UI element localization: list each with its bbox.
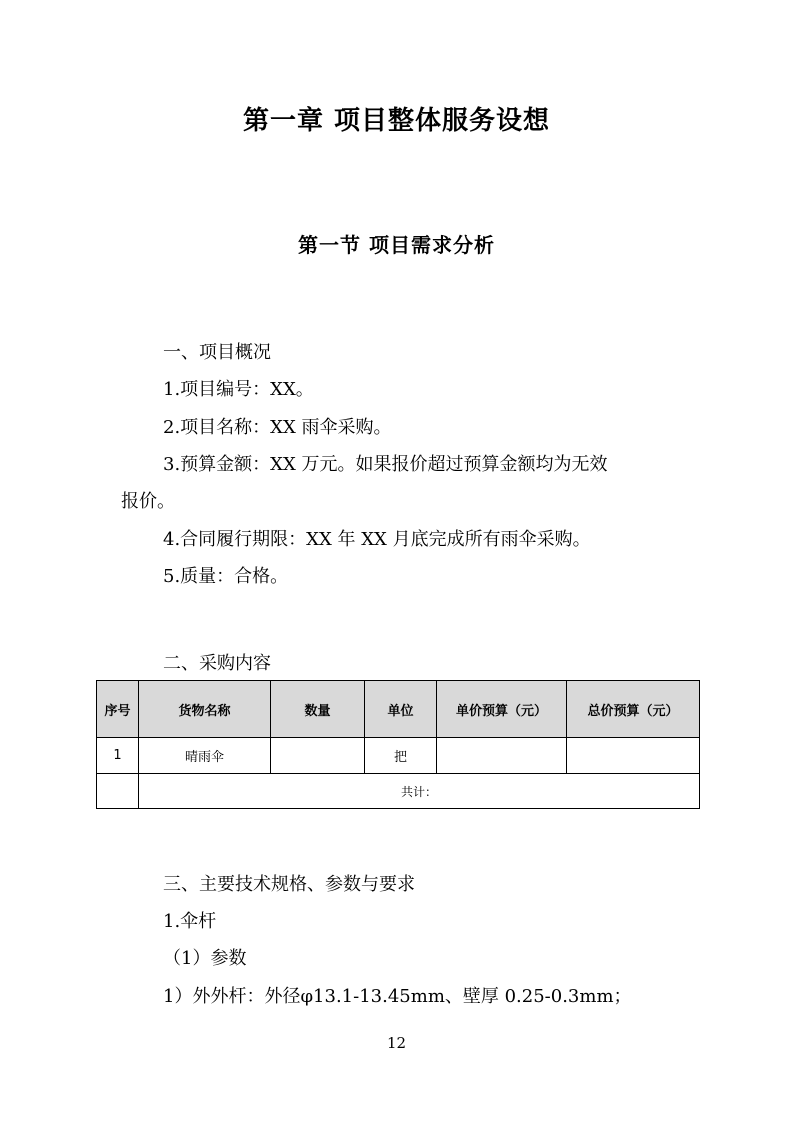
chapter-title: 第一章 项目整体服务设想 (242, 106, 551, 136)
section-title: 第一节 项目需求分析 (298, 233, 495, 257)
table-row (97, 738, 700, 774)
specs-heading: 三、主要技术规格、参数与要求 (163, 874, 415, 895)
overview-item-5: 5.质量：合格。 (163, 566, 289, 587)
procurement-table (96, 680, 700, 809)
header-goods-name: 货物名称 (139, 681, 271, 738)
cell-unit: 把 (365, 738, 437, 774)
cell-unit-budget (437, 738, 567, 774)
overview-heading: 一、项目概况 (163, 342, 271, 363)
total-empty-cell (97, 774, 139, 809)
specs-item-1: 1.伞杆 (163, 911, 217, 932)
overview-item-3-cont: 报价。 (121, 491, 175, 512)
cell-quantity (271, 738, 365, 774)
header-index: 序号 (97, 681, 139, 738)
header-quantity: 数量 (271, 681, 365, 738)
specs-sub-1: （1）参数 (163, 948, 247, 969)
total-label: 共计： (139, 774, 700, 809)
overview-item-1: 1.项目编号：XX。 (163, 379, 314, 400)
page-number: 12 (386, 1034, 407, 1052)
header-unit-budget: 单价预算（元） (437, 681, 567, 738)
table-total-row (97, 774, 700, 809)
overview-item-4: 4.合同履行期限：XX 年 XX 月底完成所有雨伞采购。 (163, 529, 591, 550)
cell-total-budget (567, 738, 700, 774)
cell-index: 1 (97, 738, 139, 774)
table-header-row (97, 681, 700, 738)
cell-goods-name: 晴雨伞 (139, 738, 271, 774)
overview-item-2: 2.项目名称：XX 雨伞采购。 (163, 417, 392, 438)
procurement-heading: 二、采购内容 (163, 653, 271, 674)
specs-line-1: 1）外外杆：外径φ13.1-13.45mm、壁厚 0.25-0.3mm； (163, 986, 632, 1007)
header-total-budget: 总价预算（元） (567, 681, 700, 738)
overview-item-3: 3.预算金额：XX 万元。如果报价超过预算金额均为无效 (163, 454, 608, 475)
header-unit: 单位 (365, 681, 437, 738)
